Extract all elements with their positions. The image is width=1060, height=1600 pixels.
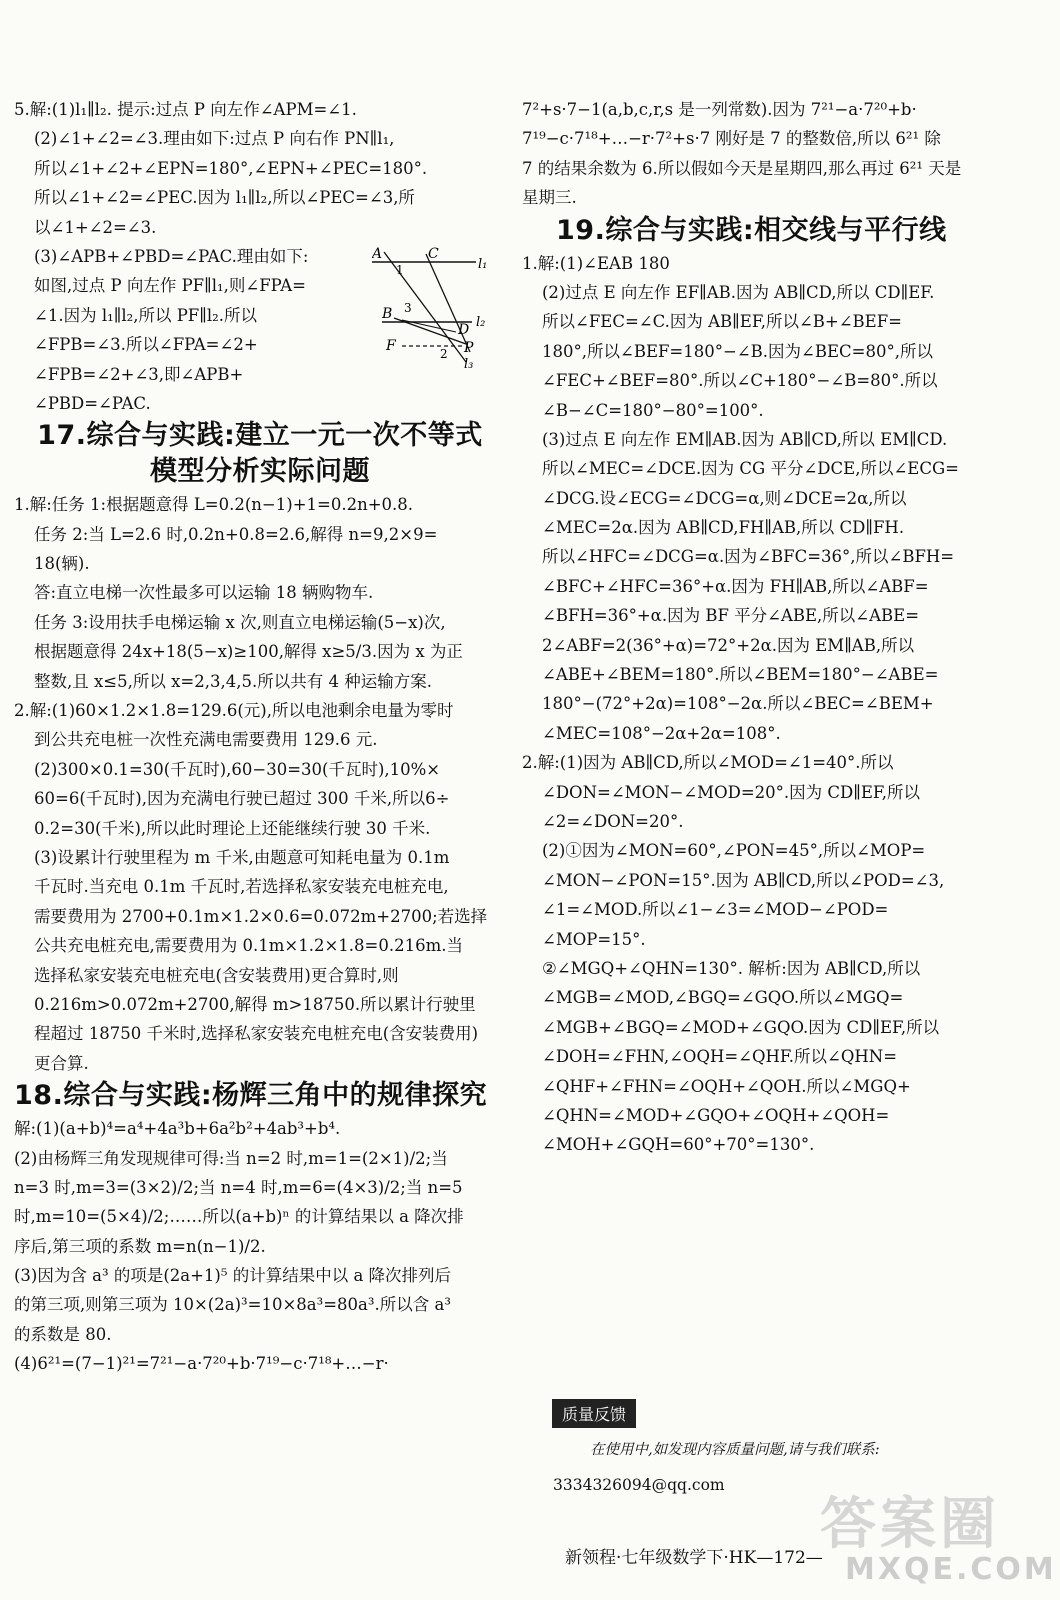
text-line: ∠MEC=108°−2α+2α=108°. bbox=[542, 723, 781, 743]
text-line: ∠QHF+∠FHN=∠OQH+∠QOH.所以∠MGQ+ bbox=[542, 1076, 911, 1096]
text-line: ∠1=∠MOD.所以∠1−∠3=∠MOD−∠POD= bbox=[542, 900, 889, 920]
right-column bbox=[522, 95, 1002, 1160]
text-line: 7²+s·7−1(a,b,c,r,s 是一列常数).因为 7²¹−a·7²⁰+b· bbox=[522, 100, 917, 119]
text-line: (3)设累计行驶里程为 m 千米,由题意可知耗电量为 0.1m bbox=[34, 847, 450, 867]
fig-angle-1: 1 bbox=[396, 263, 404, 277]
text-line: 60=6(千瓦时),因为充满电行驶已超过 300 千米,所以6÷ bbox=[34, 789, 450, 809]
text-line: ∠ABE+∠BEM=180°.所以∠BEM=180°−∠ABE= bbox=[542, 665, 939, 685]
text-line: 的第三项,则第三项为 10×(2a)³=10×8a³=80a³.所以含 a³ bbox=[14, 1295, 451, 1315]
text-line: 2.解:(1)60×1.2×1.8=129.6(元),所以电池剩余电量为零时 bbox=[14, 701, 454, 721]
text-line: (3)因为含 a³ 的项是(2a+1)⁵ 的计算结果中以 a 降次排列后 bbox=[14, 1266, 452, 1286]
text-line: 公共充电桩充电,需要费用为 0.1m×1.2×1.8=0.216m.当 bbox=[34, 936, 463, 956]
text-line: 任务 2:当 L=2.6 时,0.2n+0.8=2.6,解得 n=9,2×9= bbox=[34, 524, 438, 544]
text-line: 星期三. bbox=[522, 188, 577, 208]
fig-label-d: D bbox=[458, 322, 470, 338]
text-line: 程超过 18750 千米时,选择私家安装充电桩充电(含安装费用) bbox=[34, 1024, 479, 1044]
text-line: 所以∠FEC=∠C.因为 AB∥EF,所以∠B+∠BEF= bbox=[542, 312, 902, 332]
text-line: ∠MOH+∠GQH=60°+70°=130°. bbox=[542, 1135, 815, 1155]
quality-feedback-label: 质量反馈 bbox=[552, 1399, 636, 1428]
fig-angle-2: 2 bbox=[440, 347, 448, 361]
text-line: 5.解:(1)l₁∥l₂. 提示:过点 P 向左作∠APM=∠1. bbox=[14, 100, 357, 119]
text-line: 0.2=30(千米),所以此时理论上还能继续行驶 30 千米. bbox=[34, 818, 431, 838]
text-line: ∠DOH=∠FHN,∠OQH=∠QHF.所以∠QHN= bbox=[542, 1047, 898, 1067]
text-line: ∠QHN=∠MOD+∠GQO+∠OQH+∠QOH= bbox=[542, 1105, 890, 1125]
text-line: (2)由杨辉三角发现规律可得:当 n=2 时,m=1=(2×1)/2;当 bbox=[14, 1148, 448, 1168]
text-line: ∠DON=∠MON−∠MOD=20°.因为 CD∥EF,所以 bbox=[542, 782, 921, 802]
text-line: 2∠ABF=2(36°+α)=72°+2α.因为 EM∥AB,所以 bbox=[542, 635, 915, 655]
text-line: 所以∠1+∠2=∠PEC.因为 l₁∥l₂,所以∠PEC=∠3,所 bbox=[34, 188, 415, 208]
text-line: ∠FEC+∠BEF=80°.所以∠C+180°−∠B=80°.所以 bbox=[542, 371, 938, 391]
text-line: 所以∠MEC=∠DCE.因为 CG 平分∠DCE,所以∠ECG= bbox=[542, 459, 959, 479]
fig-angle-3: 3 bbox=[404, 301, 412, 315]
text-line: ∠BFC+∠HFC=36°+α.因为 FH∥AB,所以∠ABF= bbox=[542, 576, 929, 596]
text-line: ②∠MGQ+∠QHN=130°. 解析:因为 AB∥CD,所以 bbox=[542, 958, 921, 978]
text-line: ∠BFH=36°+α.因为 BF 平分∠ABE,所以∠ABE= bbox=[542, 606, 920, 626]
text-line: ∠MGB+∠BGQ=∠MOD+∠GQO.因为 CD∥EF,所以 bbox=[542, 1017, 940, 1037]
text-line: 7 的结果余数为 6.所以假如今天是星期四,那么再过 6²¹ 天是 bbox=[522, 158, 962, 178]
fig-label-c: C bbox=[428, 246, 439, 262]
text-line: ∠MGB=∠MOD,∠BGQ=∠GQO.所以∠MGQ= bbox=[542, 988, 904, 1008]
text-line: 整数,且 x≤5,所以 x=2,3,4,5.所以共有 4 种运输方案. bbox=[34, 671, 432, 691]
text-line: 所以∠1+∠2+∠EPN=180°,∠EPN+∠PEC=180°. bbox=[34, 158, 428, 178]
fig-label-l3: l₃ bbox=[464, 357, 474, 372]
feedback-contact-text: 在使用中,如发现内容质量问题,请与我们联系: bbox=[590, 1442, 880, 1458]
text-line: 2.解:(1)因为 AB∥CD,所以∠MOD=∠1=40°.所以 bbox=[522, 753, 894, 773]
text-line: (2)∠1+∠2=∠3.理由如下:过点 P 向右作 PN∥l₁, bbox=[34, 129, 395, 149]
text-line: ∠1.因为 l₁∥l₂,所以 PF∥l₂.所以 bbox=[34, 305, 258, 325]
text-line: ∠FPB=∠3.所以∠FPA=∠2+ bbox=[34, 335, 258, 355]
text-line: 时,m=10=(5×4)/2;……所以(a+b)ⁿ 的计算结果以 a 降次排 bbox=[14, 1207, 464, 1227]
fig-label-p: P bbox=[464, 340, 474, 356]
text-line: ∠B−∠C=180°−80°=100°. bbox=[542, 400, 764, 420]
text-line: 如图,过点 P 向左作 PF∥l₁,则∠FPA= bbox=[34, 276, 306, 296]
fig-label-l2: l₂ bbox=[476, 315, 486, 330]
text-line: 到公共充电桩一次性充满电需要费用 129.6 元. bbox=[34, 730, 378, 750]
section-heading: 模型分析实际问题 bbox=[150, 456, 370, 488]
text-line: 序后,第三项的系数 m=n(n−1)/2. bbox=[14, 1236, 266, 1256]
text-line: (2)过点 E 向左作 EF∥AB.因为 AB∥CD,所以 CD∥EF. bbox=[542, 282, 935, 302]
text-line: 18(辆). bbox=[34, 554, 90, 574]
text-line: ∠2=∠DON=20°. bbox=[542, 811, 684, 831]
section-heading: 19.综合与实践:相交线与平行线 bbox=[556, 214, 947, 246]
page-footer: 新领程·七年级数学下·HK—172— bbox=[565, 1548, 823, 1568]
feedback-email: 3334326094@qq.com bbox=[553, 1476, 725, 1494]
text-line: 180°−(72°+2α)=108°−2α.所以∠BEC=∠BEM+ bbox=[542, 694, 934, 714]
text-line: 所以∠HFC=∠DCG=α.因为∠BFC=36°,所以∠BFH= bbox=[542, 547, 955, 567]
text-line: (2)300×0.1=30(千瓦时),60−30=30(千瓦时),10%× bbox=[34, 759, 441, 779]
fig-label-l1: l₁ bbox=[478, 257, 488, 272]
text-line: ∠MOP=15°. bbox=[542, 929, 646, 949]
fig-label-a: A bbox=[372, 246, 383, 262]
section-heading: 17.综合与实践:建立一元一次不等式 bbox=[37, 420, 483, 452]
text-line: 0.216m>0.072m+2700,解得 m>18750.所以累计行驶里 bbox=[34, 994, 476, 1014]
text-line: 答:直立电梯一次性最多可以运输 18 辆购物车. bbox=[34, 583, 374, 603]
watermark-logo: 答案圈 bbox=[820, 1492, 1000, 1557]
text-line: 1.解:任务 1:根据题意得 L=0.2(n−1)+1=0.2n+0.8. bbox=[14, 495, 414, 515]
text-line: 7¹⁹−c·7¹⁸+…−r·7²+s·7 刚好是 7 的整数倍,所以 6²¹ 除 bbox=[522, 129, 941, 149]
text-line: 以∠1+∠2=∠3. bbox=[34, 217, 157, 237]
text-line: 选择私家安装充电桩充电(含安装费用)更合算时,则 bbox=[34, 965, 399, 985]
text-line: 1.解:(1)∠EAB 180 bbox=[522, 253, 670, 273]
text-line: (3)过点 E 向左作 EM∥AB.因为 AB∥CD,所以 EM∥CD. bbox=[542, 429, 948, 449]
text-line: 根据题意得 24x+18(5−x)≥100,解得 x≥5/3.因为 x 为正 bbox=[34, 642, 463, 662]
text-line: ∠MON−∠PON=15°.因为 AB∥CD,所以∠POD=∠3, bbox=[542, 870, 945, 890]
text-line: 需要费用为 2700+0.1m×1.2×0.6=0.072m+2700;若选择 bbox=[34, 906, 488, 926]
text-line: (4)6²¹=(7−1)²¹=7²¹−a·7²⁰+b·7¹⁹−c·7¹⁸+…−r· bbox=[14, 1354, 389, 1374]
text-line: 180°,所以∠BEF=180°−∠B.因为∠BEC=80°,所以 bbox=[542, 341, 933, 361]
text-line: n=3 时,m=3=(3×2)/2;当 n=4 时,m=6=(4×3)/2;当 n=5 bbox=[14, 1177, 463, 1197]
text-line: (3)∠APB+∠PBD=∠PAC.理由如下: bbox=[34, 246, 309, 266]
text-line: 千瓦时.当充电 0.1m 千瓦时,若选择私家安装充电桩充电, bbox=[34, 877, 449, 897]
text-line: 更合算. bbox=[34, 1053, 89, 1073]
text-line: ∠MEC=2α.因为 AB∥CD,FH∥AB,所以 CD∥FH. bbox=[542, 518, 905, 538]
watermark-url: MXQE.COM bbox=[845, 1552, 1057, 1587]
text-line: ∠PBD=∠PAC. bbox=[34, 393, 151, 413]
text-line: 任务 3:设用扶手电梯运输 x 次,则直立电梯运输(5−x)次, bbox=[34, 612, 446, 632]
text-line: (2)①因为∠MON=60°,∠PON=45°,所以∠MOP= bbox=[542, 841, 926, 861]
text-line: 的系数是 80. bbox=[14, 1324, 112, 1344]
text-line: 解:(1)(a+b)⁴=a⁴+4a³b+6a²b²+4ab³+b⁴. bbox=[14, 1119, 341, 1139]
fig-label-b: B bbox=[382, 306, 393, 322]
section-heading: 18.综合与实践:杨辉三角中的规律探究 bbox=[14, 1080, 488, 1112]
parallel-lines-figure bbox=[372, 244, 500, 374]
text-line: ∠DCG.设∠ECG=∠DCG=α,则∠DCE=2α,所以 bbox=[542, 488, 907, 508]
fig-label-f: F bbox=[386, 338, 396, 354]
text-line: ∠FPB=∠2+∠3,即∠APB+ bbox=[34, 364, 244, 384]
